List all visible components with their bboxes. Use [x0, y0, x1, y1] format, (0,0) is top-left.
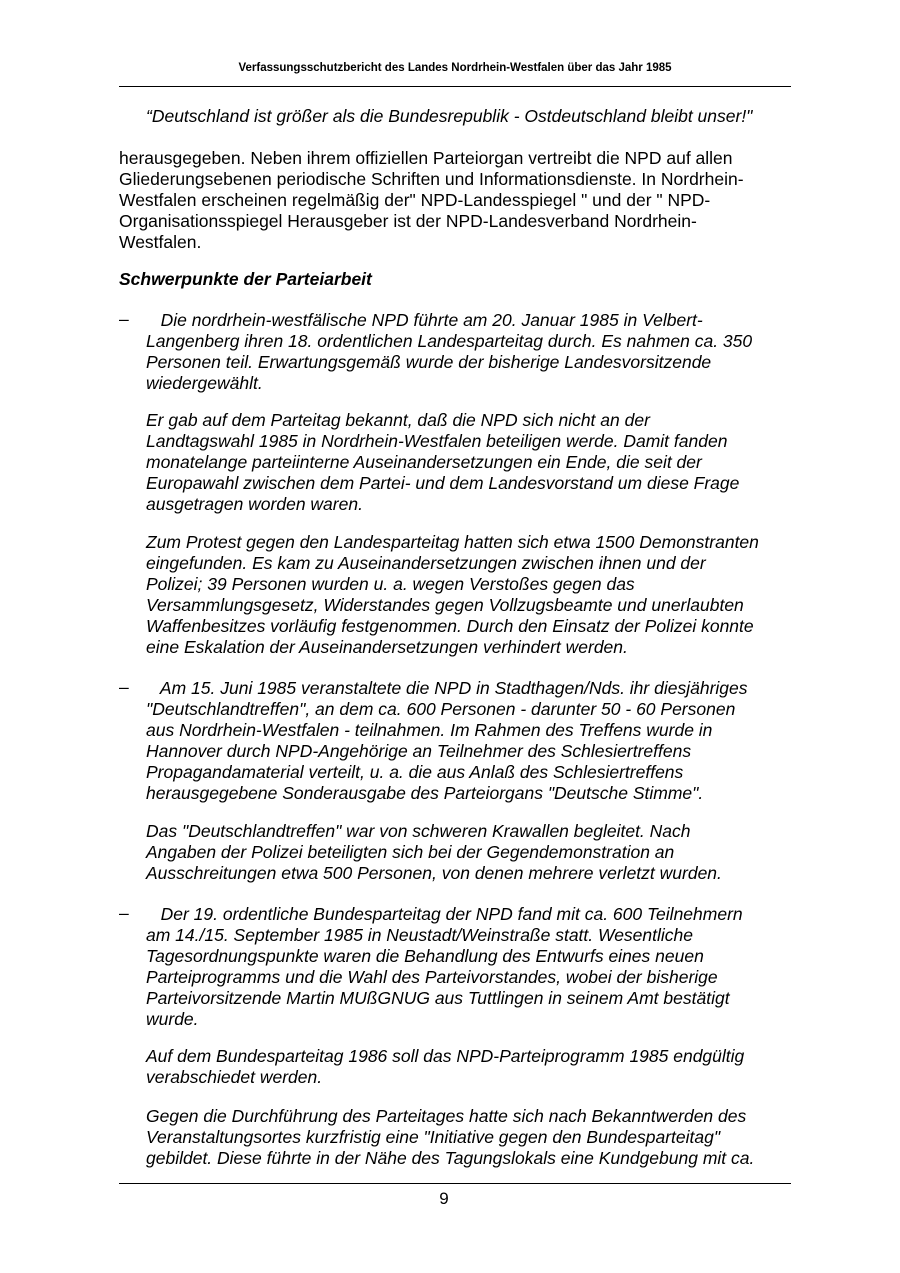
page-number: 9: [439, 1189, 449, 1208]
text-line: Das "Deutschlandtreffen" war von schweren Krawallen begleitet. Nach: [146, 821, 691, 841]
text-line: herausgegebene Sonderausgabe des Parteiorgans "Deutsche Stimme".: [146, 783, 704, 803]
text-line: eingefunden. Es kam zu Auseinandersetzungen zwischen ihnen und der: [146, 553, 706, 573]
text-line: Langenberg ihren 18. ordentlichen Landesparteitag durch. Es nahmen ca. 350: [146, 331, 753, 351]
text-line: Versammlungsgesetz, Widerstandes gegen Vollzugsbeamte und unerlaubten: [146, 595, 744, 615]
text-line: Personen teil. Erwartungsgemäß wurde der bisherige Landesvorsitzende: [146, 352, 712, 372]
footer-rule: [119, 1183, 791, 1184]
slogan-quote: “Deutschland ist größer als die Bundesrepublik - Ostdeutschland bleibt unser!": [146, 106, 753, 126]
text-line: gebildet. Diese führte in der Nähe des Tagungslokals eine Kundgebung mit ca.: [146, 1148, 755, 1168]
text-line: verabschiedet werden.: [146, 1067, 323, 1087]
text-line: Tagesordnungspunkte waren die Behandlung des Entwurfs eines neuen: [146, 946, 704, 966]
text-line: Hannover durch NPD-Angehörige an Teilnehmer des Schlesiertreffens: [146, 741, 692, 761]
item-3-paragraph-2: [146, 1046, 796, 1088]
text-line: Gegen die Durchführung des Parteitages hatte sich nach Bekanntwerden des: [146, 1106, 747, 1126]
text-line: wiedergewählt.: [146, 373, 263, 393]
intro-line: Gliederungsebenen periodische Schriften und Informationsdienste. In Nordrhein-: [119, 169, 744, 189]
text-line: Die nordrhein-westfälische NPD führte am 20. Januar 1985 in Velbert-: [146, 310, 703, 330]
item-1-paragraph-2: [146, 410, 796, 515]
text-line: ausgetragen worden waren.: [146, 494, 363, 514]
text-line: Parteiprogramms und die Wahl des Parteivorstandes, wobei der bisherige: [146, 967, 718, 987]
text-line: eine Eskalation der Auseinandersetzungen verhindert werden.: [146, 637, 628, 657]
intro-line: Westfalen.: [119, 232, 202, 252]
intro-line: Westfalen erscheinen regelmäßig der" NPD-Landesspiegel " und der " NPD-: [119, 190, 711, 210]
running-header: Verfassungsschutzbericht des Landes Nordrhein-Westfalen über das Jahr 1985: [238, 62, 672, 74]
item-1-paragraph-3: [146, 532, 796, 658]
text-line: Zum Protest gegen den Landesparteitag hatten sich etwa 1500 Demonstranten: [146, 532, 759, 552]
intro-line: herausgegeben. Neben ihrem offiziellen Parteiorgan vertreibt die NPD auf allen: [119, 148, 733, 168]
text-line: Veranstaltungsortes kurzfristig eine "Initiative gegen den Bundesparteitag": [146, 1127, 721, 1147]
text-line: Europawahl zwischen dem Partei- und dem Landesvorstand um diese Frage: [146, 473, 740, 493]
header-rule: [119, 86, 791, 87]
text-line: Landtagswahl 1985 in Nordrhein-Westfalen beteiligen werde. Damit fanden: [146, 431, 728, 451]
bullet-dash: –: [119, 677, 129, 697]
item-3-paragraph-1: [146, 904, 796, 1030]
bullet-dash: –: [119, 309, 129, 329]
text-line: "Deutschlandtreffen", an dem ca. 600 Personen - darunter 50 - 60 Personen: [146, 699, 736, 719]
text-line: Parteivorsitzende Martin MUßGNUG aus Tuttlingen in seinem Amt bestätigt: [146, 988, 730, 1008]
text-line: Polizei; 39 Personen wurden u. a. wegen Verstoßes gegen das: [146, 574, 635, 594]
text-line: Propagandamaterial verteilt, u. a. die aus Anlaß des Schlesiertreffens: [146, 762, 684, 782]
text-line: Angaben der Polizei beteiligten sich bei der Gegendemonstration an: [146, 842, 675, 862]
item-3-paragraph-3: [146, 1106, 796, 1169]
section-heading: Schwerpunkte der Parteiarbeit: [119, 269, 372, 289]
text-line: Auf dem Bundesparteitag 1986 soll das NPD-Parteiprogramm 1985 endgültig: [146, 1046, 745, 1066]
text-line: monatelange parteiinterne Auseinandersetzungen ein Ende, die seit der: [146, 452, 702, 472]
text-line: wurde.: [146, 1009, 199, 1029]
intro-paragraph: [119, 148, 779, 253]
item-1-paragraph-1: [146, 310, 796, 394]
text-line: Ausschreitungen etwa 500 Personen, von denen mehrere verletzt wurden.: [146, 863, 722, 883]
text-line: Der 19. ordentliche Bundesparteitag der NPD fand mit ca. 600 Teilnehmern: [146, 904, 743, 924]
item-2-paragraph-1: [146, 678, 796, 804]
text-line: Waffenbesitzes vorläufig festgenommen. Durch den Einsatz der Polizei konnte: [146, 616, 754, 636]
bullet-dash: –: [119, 903, 129, 923]
text-line: Er gab auf dem Parteitag bekannt, daß die NPD sich nicht an der: [146, 410, 650, 430]
text-line: Am 15. Juni 1985 veranstaltete die NPD in Stadthagen/Nds. ihr diesjähriges: [146, 678, 748, 698]
intro-line: Organisationsspiegel Herausgeber ist der NPD-Landesverband Nordrhein-: [119, 211, 697, 231]
text-line: aus Nordrhein-Westfalen - teilnahmen. Im Rahmen des Treffens wurde in: [146, 720, 713, 740]
item-2-paragraph-2: [146, 821, 796, 884]
text-line: am 14./15. September 1985 in Neustadt/Weinstraße statt. Wesentliche: [146, 925, 694, 945]
